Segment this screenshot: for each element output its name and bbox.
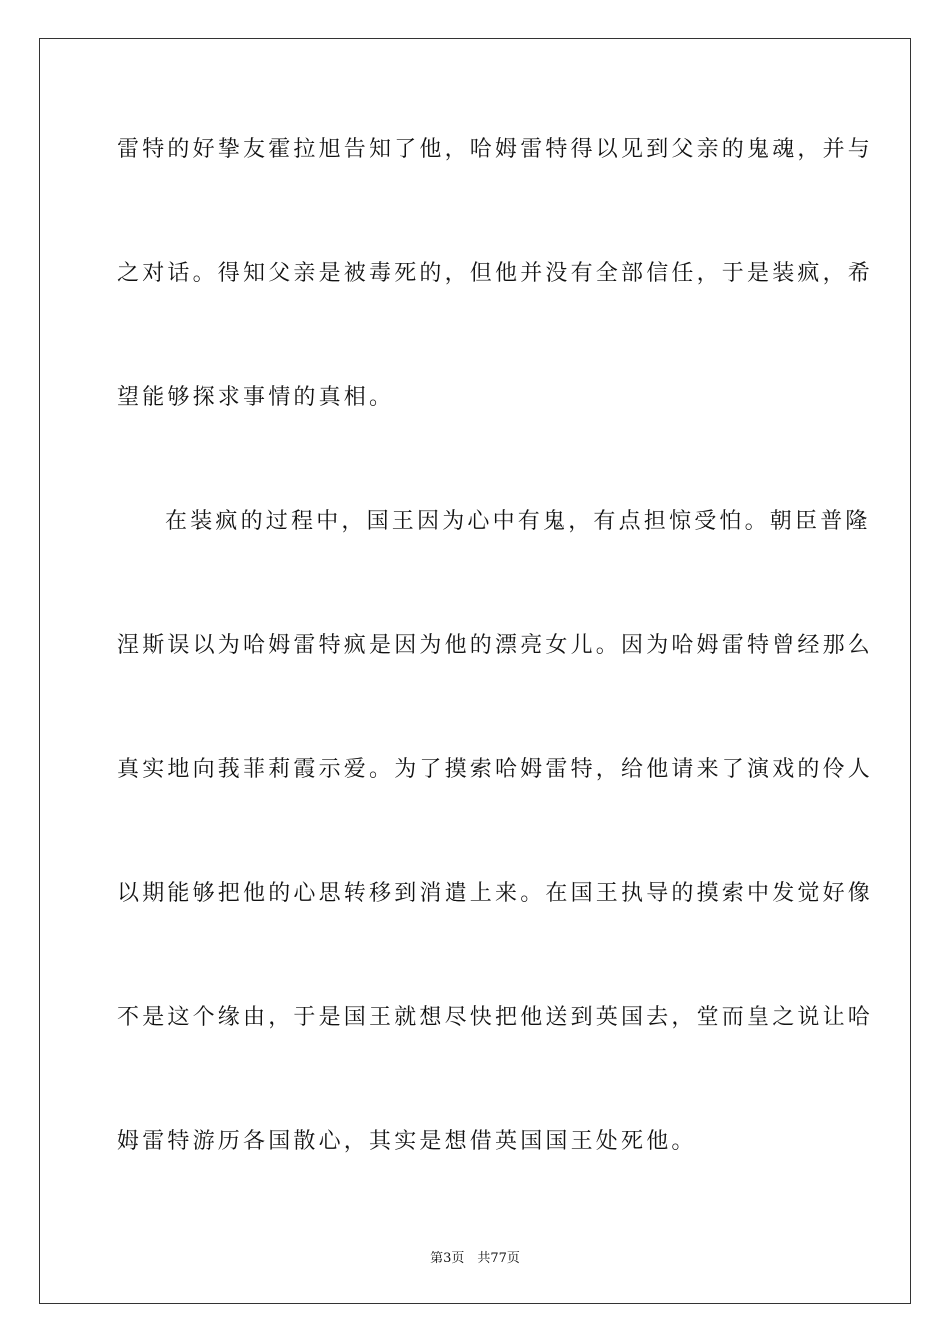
body-text-line: 雷特的好挚友霍拉旭告知了他，哈姆雷特得以见到父亲的鬼魂，并与 (117, 137, 874, 162)
page-frame (39, 38, 911, 1304)
body-text-line: 涅斯误以为哈姆雷特疯是因为他的漂亮女儿。因为哈姆雷特曾经那么 (117, 633, 874, 658)
body-text-line: 不是这个缘由，于是国王就想尽快把他送到英国去，堂而皇之说让哈 (117, 1005, 874, 1030)
body-text-line: 之对话。得知父亲是被毒死的，但他并没有全部信任，于是装疯，希 (117, 261, 874, 286)
body-text-line: 以期能够把他的心思转移到消遣上来。在国王执导的摸索中发觉好像 (117, 881, 874, 906)
paragraph-first-line: 在装疯的过程中，国王因为心中有鬼，有点担惊受怕。朝臣普隆 (165, 509, 871, 534)
page-number-footer: 第3页 共77页 (430, 1251, 520, 1266)
body-text-line: 姆雷特游历各国散心，其实是想借英国国王处死他。 (117, 1129, 697, 1154)
body-text-line: 望能够探求事情的真相。 (117, 385, 395, 410)
body-text-line: 真实地向莪菲莉霞示爱。为了摸索哈姆雷特，给他请来了演戏的伶人 (117, 757, 874, 782)
